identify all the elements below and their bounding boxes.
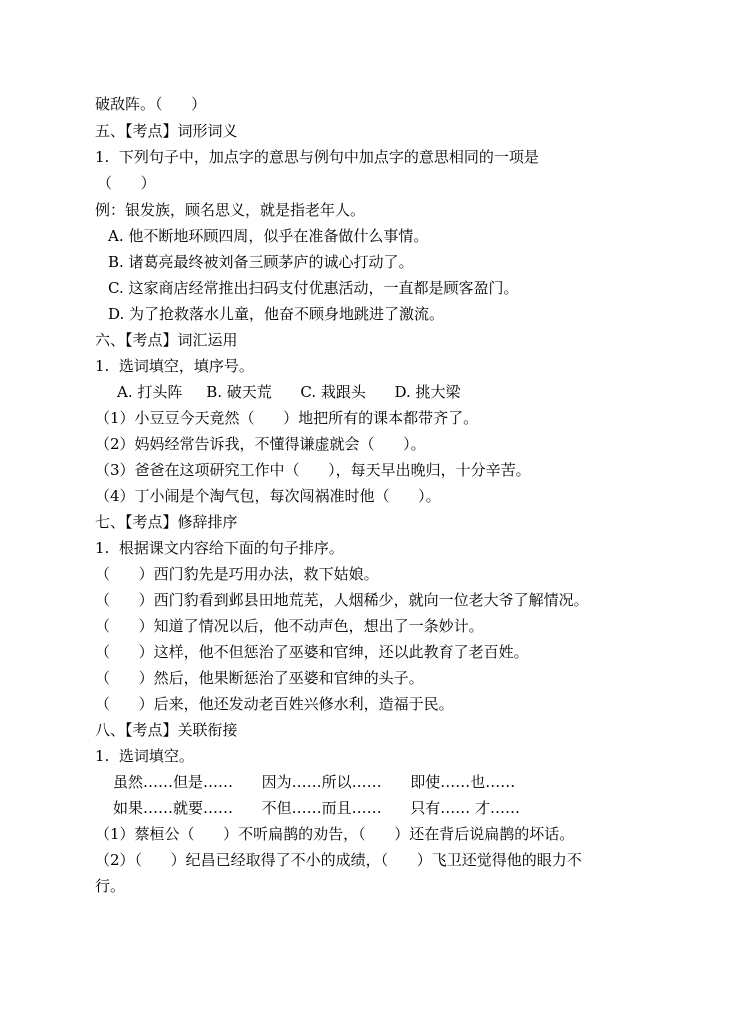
- section-heading-6: 六、【考点】词汇运用: [95, 331, 238, 349]
- blank-item-1: （1）蔡桓公（ ）不听扁鹊的劝告，（ ）还在背后说扁鹊的坏话。: [95, 825, 575, 843]
- fill-item-4: （4）丁小闹是个淘气包，每次闯祸准时他（ ）。: [95, 487, 441, 505]
- option-b: B. 诸葛亮最终被刘备三顾茅庐的诚心打动了。: [108, 253, 414, 271]
- order-item-4: （ ）这样，他不但惩治了巫婆和官绅，还以此教育了老百姓。: [95, 643, 529, 661]
- order-item-2: （ ）西门豹看到邺县田地荒芜，人烟稀少，就向一位老大爷了解情况。: [95, 591, 589, 609]
- fill-item-3: （3）爸爸在这项研究工作中（ ），每天早出晚归，十分辛苦。: [95, 461, 531, 479]
- option-c: C. 这家商店经常推出扫码支付优惠活动，一直都是顾客盈门。: [108, 279, 519, 297]
- question-8-1: 1. 选词填空。: [95, 747, 194, 765]
- option-a: A. 他不断地环顾四周，似乎在准备做什么事情。: [108, 227, 429, 245]
- text-line-continuation: 破敌阵。（ ）: [95, 95, 207, 113]
- order-item-5: （ ）然后，他果断惩治了巫婆和官绅的头子。: [95, 669, 424, 687]
- example-sentence: 例：银发族，顾名思义，就是指老年人。: [95, 201, 366, 219]
- question-5-1: 1. 下列句子中，加点字的意思与例句中加点字的意思相同的一项是: [95, 148, 539, 166]
- blank-item-2-continuation: 行。: [95, 877, 126, 895]
- question-6-1: 1. 选词填空，填序号。: [95, 357, 254, 375]
- question-7-1: 1. 根据课文内容给下面的句子排序。: [95, 539, 344, 557]
- word-choices: A. 打头阵 B. 破天荒 C. 栽跟头 D. 挑大梁: [117, 383, 461, 401]
- order-item-3: （ ）知道了情况以后，他不动声色，想出了一条妙计。: [95, 617, 484, 635]
- section-heading-8: 八、【考点】关联衔接: [95, 721, 238, 739]
- section-heading-5: 五、【考点】词形词义: [95, 122, 238, 140]
- fill-item-2: （2）妈妈经常告诉我，不懂得谦虚就会（ ）。: [95, 435, 426, 453]
- conjunction-row-1: 虽然……但是…… 因为……所以…… 即使……也……: [113, 773, 516, 791]
- section-heading-7: 七、【考点】修辞排序: [95, 513, 238, 531]
- order-item-1: （ ）西门豹先是巧用办法，救下姑娘。: [95, 565, 379, 583]
- fill-item-1: （1）小豆豆今天竟然（ ）地把所有的课本都带齐了。: [95, 409, 479, 427]
- conjunction-row-2: 如果……就要…… 不但……而且…… 只有…… 才……: [113, 799, 520, 817]
- blank-item-2: （2）（ ）纪昌已经取得了不小的成绩，（ ）飞卫还觉得他的眼力不: [95, 851, 582, 869]
- answer-blank: （ ）: [97, 174, 156, 192]
- order-item-6: （ ）后来，他还发动老百姓兴修水利，造福于民。: [95, 695, 454, 713]
- option-d: D. 为了抢救落水儿童，他奋不顾身地跳进了激流。: [108, 305, 445, 323]
